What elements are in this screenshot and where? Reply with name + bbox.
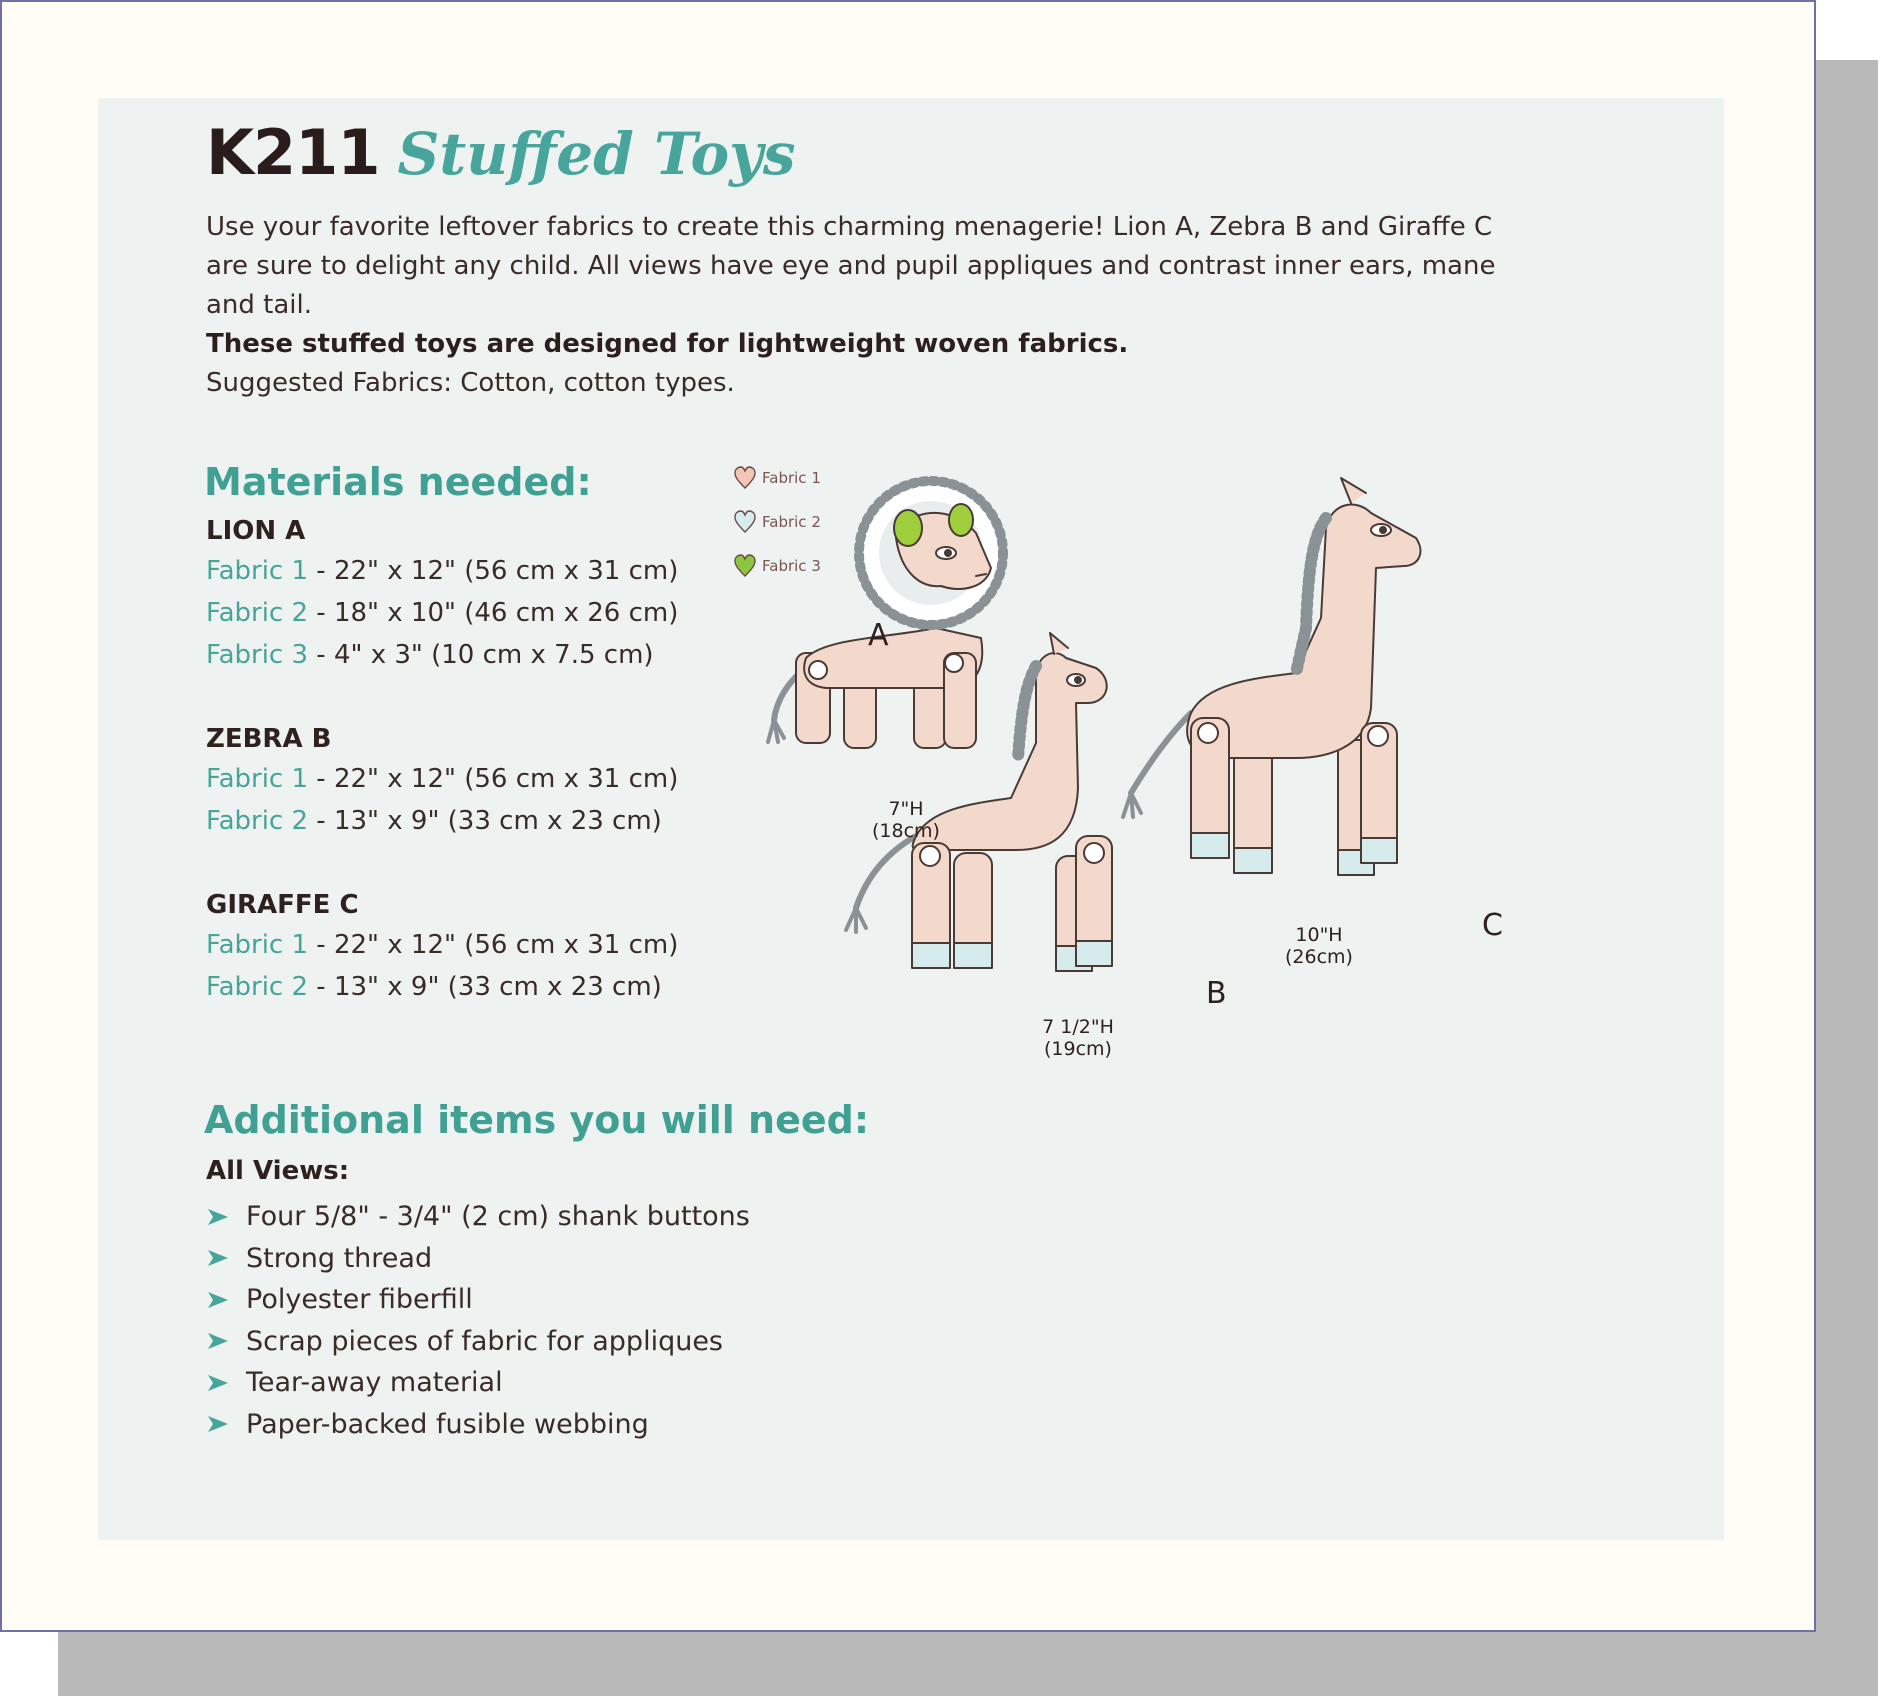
item-text: Four 5/8" - 3/4" (2 cm) shank buttons — [246, 1201, 750, 1233]
item-text: Scrap pieces of fabric for appliques — [246, 1325, 723, 1357]
legend-label: Fabric 1 — [762, 469, 821, 487]
fabric-line — [206, 598, 678, 628]
list-item — [206, 1238, 750, 1280]
fabric-size: - 13" x 9" (33 cm x 23 cm) — [308, 806, 662, 836]
view-letter-c: C — [1482, 908, 1503, 943]
giraffe-height-cm: (26cm) — [1285, 946, 1353, 968]
fabric-label: Fabric 1 — [206, 556, 309, 586]
list-item — [206, 1404, 750, 1446]
view-name-lion: LION A — [206, 516, 306, 546]
intro-paragraph: Use your favorite leftover fabrics to create this charming menagerie! Lion A, Zebra B and Giraffe C are sure to delight any child. All views have eye and pupil appliques and contrast inner ears, mane and tail. — [206, 212, 1496, 320]
giraffe-height-in: 10"H — [1295, 924, 1343, 946]
arrow-bullet-icon — [206, 1372, 230, 1394]
fabric-line — [206, 806, 662, 836]
fabric-label: Fabric 2 — [206, 806, 309, 836]
item-text: Paper-backed fusible webbing — [246, 1408, 649, 1440]
lion-toy — [768, 481, 1003, 748]
lion-height-cm: (18cm) — [872, 820, 940, 842]
zebra-height-cm: (19cm) — [1044, 1038, 1112, 1060]
pattern-sheet — [98, 98, 1724, 1540]
intro-text — [206, 208, 1536, 403]
title-row — [206, 116, 795, 189]
fabric-size: - 13" x 9" (33 cm x 23 cm) — [308, 972, 662, 1002]
pattern-title: Stuffed Toys — [397, 120, 796, 188]
suggested-fabrics: Suggested Fabrics: Cotton, cotton types. — [206, 368, 735, 398]
all-views-label: All Views: — [206, 1156, 350, 1186]
fabric-size: - 22" x 12" (56 cm x 31 cm) — [308, 930, 679, 960]
arrow-bullet-icon — [206, 1206, 230, 1228]
view-name-giraffe: GIRAFFE C — [206, 890, 359, 920]
fabric-line — [206, 930, 678, 960]
fabric-line — [206, 972, 662, 1002]
arrow-bullet-icon — [206, 1289, 230, 1311]
zebra-height-in: 7 1/2"H — [1042, 1016, 1114, 1038]
view-letter-b: B — [1206, 976, 1227, 1011]
arrow-bullet-icon — [206, 1330, 230, 1352]
additional-items-list — [206, 1196, 750, 1445]
list-item — [206, 1196, 750, 1238]
fabric-size: - 4" x 3" (10 cm x 7.5 cm) — [308, 640, 654, 670]
lion-height-in: 7"H — [888, 798, 924, 820]
additional-heading: Additional items you will need: — [204, 1098, 870, 1142]
fabric-line — [206, 556, 678, 586]
arrow-bullet-icon — [206, 1413, 230, 1435]
arrow-bullet-icon — [206, 1247, 230, 1269]
view-name-zebra: ZEBRA B — [206, 724, 332, 754]
fabric-label: Fabric 1 — [206, 764, 309, 794]
fabric-size: - 22" x 12" (56 cm x 31 cm) — [308, 556, 679, 586]
list-item — [206, 1321, 750, 1363]
fabric-note: These stuffed toys are designed for lightweight woven fabrics. — [206, 329, 1129, 359]
item-text: Strong thread — [246, 1242, 433, 1274]
fabric-line — [206, 640, 654, 670]
fabric-label: Fabric 2 — [206, 598, 309, 628]
legend-label: Fabric 3 — [762, 557, 821, 575]
fabric-label: Fabric 3 — [206, 640, 309, 670]
giraffe-dimensions — [1264, 924, 1374, 968]
giraffe-toy — [1123, 478, 1420, 875]
pattern-code: K211 — [206, 116, 380, 189]
fabric-line — [206, 764, 678, 794]
materials-heading: Materials needed: — [204, 460, 592, 504]
legend-label: Fabric 2 — [762, 513, 821, 531]
item-text: Polyester fiberfill — [246, 1284, 473, 1316]
fabric-size: - 22" x 12" (56 cm x 31 cm) — [308, 764, 679, 794]
view-letter-a: A — [868, 618, 889, 653]
lion-dimensions — [856, 798, 956, 842]
list-item — [206, 1362, 750, 1404]
fabric-label: Fabric 2 — [206, 972, 309, 1002]
toys-illustration — [736, 458, 1656, 1018]
zebra-dimensions — [1018, 1016, 1138, 1060]
fabric-size: - 18" x 10" (46 cm x 26 cm) — [308, 598, 679, 628]
fabric-label: Fabric 1 — [206, 930, 309, 960]
list-item — [206, 1279, 750, 1321]
item-text: Tear-away material — [246, 1367, 503, 1399]
